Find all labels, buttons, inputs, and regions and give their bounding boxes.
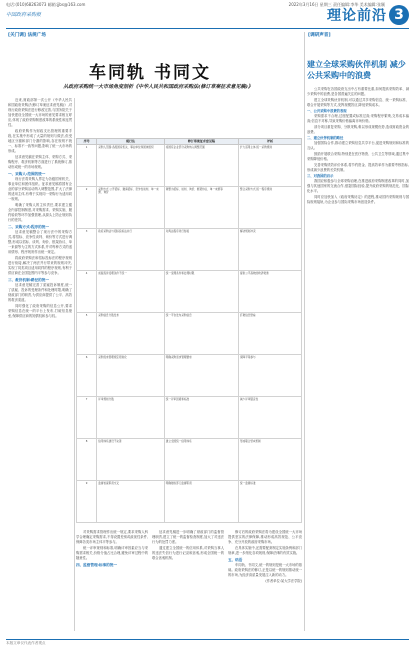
subheading: 三、救济机制:路径的统一 — [8, 278, 49, 282]
article-subtitle: 从政府采购统一大市场角度剖析《中华人民共和国政府采购法(修订草案征求意见稿)》 — [63, 84, 253, 90]
subheading: 一、公共采购中浪费的表现 — [307, 109, 347, 113]
article-column-2 — [76, 530, 148, 631]
paragraph: 完善采购绩效评价体系,将节约资金、提高效率作为重要考核指标,形成减少浪费的长效机制。 — [307, 163, 409, 172]
table-cell: 统一评审因素和标准 — [164, 397, 238, 439]
paragraph: 加强国际合作,推动建立采购信息共享平台,促进采购规则和标准的互认。 — [307, 141, 409, 150]
table-header-cell: 现行法 — [97, 139, 165, 145]
paragraph: 我国应积极参与全球采购治理,在推进政府采购制度改革的同时,加强与其他国家的交流合作,借鉴国际经验,提升政府采购的规范化、国际化水平。 — [307, 179, 409, 193]
paragraph: 部分项目重复采购、分散采购,难以形成规模优势,造成财政资金的浪费。 — [307, 125, 409, 134]
table-cell: 采购需求管理规定原则化 — [97, 355, 165, 397]
table-cell: 扩大适用主体,统一采购规则 — [239, 145, 302, 187]
paragraph: 同时强化了政府采购的信息公开,要求采购信息在统一的平台上发布,打破信息壁垒,保障供应商的知情权和参与权。 — [8, 304, 72, 318]
table-row — [77, 271, 302, 313]
table-cell: 减少评审随意性 — [239, 397, 302, 439]
paragraph: 明确了采购人的主体责任,要求建立健全内部控制制度,对采购需求、采购实施、履约验收等环节加强管理,从源头上防止规则执行的差异。 — [8, 203, 72, 222]
subheading: 四、监督管理:标准的统一 — [76, 563, 117, 567]
paragraph: 通过建立全国统一的信用体系,对采购当事人的违法失信行为进行记录和惩戒,形成全国统一的联合惩戒机制。 — [152, 546, 224, 560]
table-cell: 保障平等参与 — [239, 355, 302, 397]
table-cell: 打破信息壁垒 — [239, 313, 302, 355]
paragraph: 统一评审规则和标准,明确评审因素应当与采购需求相关,价格分值占比合理,避免评审过程中的随意性。 — [76, 546, 148, 560]
table-cell: 提供公平高效的救济渠道 — [239, 271, 302, 313]
table-cell: 建立全国统一信用体系 — [164, 439, 238, 481]
article-title: 车同轨 书同文 — [89, 63, 211, 83]
table-cell: 明确采购需求管理要求 — [164, 355, 238, 397]
table-cell: 5 — [77, 313, 97, 355]
table-cell: 1 — [77, 145, 97, 187]
table-cell: 4 — [77, 271, 97, 313]
table-cell: 解决规则冲突 — [239, 229, 302, 271]
article-column-4 — [228, 530, 302, 631]
subheading: 五、结语 — [228, 558, 243, 562]
table-cell: 评审规则分散 — [97, 397, 165, 439]
table-cell: 明确财政部门监督职责 — [164, 481, 238, 523]
paragraph: 修订后的政府采购法将为建设全国统一大市场提供坚实的法律保障,推动形成高效规范、公平竞争、充分开放的政府采购市场。 — [228, 530, 302, 544]
table-header-cell: 修订草案征求意见稿 — [164, 139, 238, 145]
paragraph: 征求意见稿进一步明确了财政部门的监督管理职责,建立了统一的监督检查制度,加大了对违法行为的处罚力度。 — [152, 530, 224, 544]
article-column-3 — [152, 530, 224, 631]
side-article — [307, 59, 409, 572]
page-number-badge: 3 — [389, 5, 409, 25]
side-article-title: 建立全球采购伙伴机制 减少公共采购中的浪费 — [307, 59, 406, 80]
table-cell: 政府采购法与招标投标法并行 — [97, 229, 165, 271]
table-header-cell: 序号 — [77, 139, 97, 145]
table-cell: 2 — [77, 187, 97, 229]
section-header — [327, 3, 409, 27]
paragraph: 车同轨、书同文,统一的规则是统一大市场的基础。政府采购法的修订,正是以统一的规则推动统一的市场,为经济高质量发展注入新的动力。 — [228, 563, 302, 577]
table-cell: 对两法程序进行衔接 — [164, 229, 238, 271]
table-row — [77, 481, 302, 523]
left-column-heading: [关门调] 法规广场 — [8, 33, 46, 38]
table-header-cell: 评析 — [239, 139, 302, 145]
subheading: 一、采购人:范围的统一 — [8, 172, 46, 176]
paragraph: 采购需求不合理,过度配置或标准过高;采购程序繁琐,交易成本偏高;信息不对称,导致采购价格偏离市场价格。 — [307, 114, 409, 123]
author-note: (作者单位:某大学法学院) — [265, 579, 302, 583]
bottom-rule — [6, 639, 409, 640]
masthead-right-info: 2022年3月16日 星期三 责任编辑:李华 美术编辑:张颖 — [288, 2, 385, 7]
table-cell: 形成联合惩戒机制 — [239, 439, 302, 481]
table-row — [77, 145, 302, 187]
subheading: 二、建立伙伴机制的路径 — [307, 136, 344, 140]
paragraph: 对采购需求管理作出统一规定,要求采购人科学合理确定采购需求,不得设置差别或歧视性条件,保障各类市场主体平等参与。 — [76, 530, 148, 544]
table-cell: 7 — [77, 397, 97, 439]
table-cell: 3 — [77, 229, 97, 271]
paragraph: 将政府采购法和招标投标法的程序规则进行衔接,解决了两法并行带来的规则冲突,实现了同类项目适用同样的程序规则,有利于供应商在全国范围内平等参与竞争。 — [8, 256, 72, 275]
table-cell: 采购人范围:各级国家机关、事业单位和团体组织 — [97, 145, 165, 187]
table-cell: 将国有企业部分采购纳入调整范围 — [164, 145, 238, 187]
paragraph: 鼓励开展联合采购,特别是在医疗物资、公共卫生等领域,通过集中采购降低价格。 — [307, 152, 409, 161]
table-cell: 采购信息分散发布 — [97, 313, 165, 355]
paragraph: 近来,财政部第一次公开《中华人民共和国政府采购法(修订草案征求意见稿)》,对现行政府采购法进行修改完善,与国务院关于加快建设全国统一大市场的意见要求相互呼应,体现了政府采购制度改革的系统性和连贯性。 — [8, 98, 72, 127]
paragraph: 征求意见稿在采购主体、采购方式、采购程序、救济机制等方面进行了系统修订,推动形成统一的市场规则。 — [8, 155, 72, 169]
side-divider — [304, 32, 305, 631]
side-article-body — [307, 87, 409, 572]
table-row — [77, 439, 302, 481]
brand-name: 中国政府采购报 — [6, 12, 42, 18]
table-cell: 调整为招标、谈判、询价、框架协议、单一来源等 — [164, 187, 238, 229]
table-cell: 9 — [77, 481, 97, 523]
table-cell: 统一监督标准 — [239, 481, 302, 523]
table-cell: 监督检查职责交叉 — [97, 481, 165, 523]
table-cell: 8 — [77, 439, 97, 481]
subheading: 三、对我国的启示 — [307, 174, 334, 178]
table-body — [77, 145, 302, 523]
masthead-left-info: 电话:(010)68263073 邮箱:jjbs@163.com — [6, 2, 86, 7]
paragraph: 征求意见稿整合了现行法中的采购方式,将招标、竞争性谈判、询价等方式进行调整,形成以招标、谈判、询价、框架协议、单一来源等为主的方式体系,并对每种方式的适用情形、程序规则作出统一规定。 — [8, 230, 72, 254]
table-cell: 整合采购方式,统一程序规则 — [239, 187, 302, 229]
table-cell: 6 — [77, 355, 97, 397]
table-cell: 统一受理条件和处理时限 — [164, 271, 238, 313]
right-column-heading: [调研声音] — [308, 33, 331, 38]
paragraph: 建立全球采购伙伴机制,可以通过共享采购信息、统一采购标准、联合开展采购等方式,发挥规模效应,降低采购成本。 — [307, 98, 409, 107]
table-cell: 采购方式:公开招标、邀请招标、竞争性谈判、单一来源、询价 — [97, 187, 165, 229]
page-footer: 本版文章仅代表作者观点 — [6, 641, 46, 645]
table-cell: 质疑投诉受理条件不统一 — [97, 271, 165, 313]
paragraph: 同时应加快加入《政府采购协定》的进程,推动国内采购规则与国际规则接轨,为企业参与国际采购市场创造条件。 — [307, 195, 409, 204]
table-row — [77, 397, 302, 439]
section-name: 理论前沿 — [327, 8, 387, 24]
paragraph: 现行法将采购人界定为各级国家机关、事业单位和团体组织。征求意见稿将国有企业的部分采购活动纳入调整范围,扩大了法律的适用主体,有利于实现同一采购行为适用同一规则。 — [8, 177, 72, 201]
paragraph: 政府采购作为财政支出管理的重要手段,在实施中形成了大量的规则与做法,但受地区分割和部门分割的影响,存在规则不统一、标准不一致等问题,影响了统一大市场的形成。 — [8, 129, 72, 153]
table-row — [77, 187, 302, 229]
article-column-1 — [8, 98, 72, 631]
column-divider — [74, 98, 75, 631]
top-rule — [6, 28, 409, 29]
paragraph: 公共采购在各国政府支出中占有重要比重,如何提高采购效率、减少采购中的浪费,是各国普遍关注的问题。 — [307, 87, 409, 96]
table-cell: 信用体系建设不完善 — [97, 439, 165, 481]
subheading: 二、采购方式:程序的统一 — [8, 225, 49, 229]
table-row — [77, 355, 302, 397]
table-cell: 统一平台发布采购信息 — [164, 313, 238, 355]
comparison-table — [76, 138, 302, 523]
paragraph: 在具体实施中,还需要配套制定实施条例和部门规章,进一步细化各项规则,保障法律的有效实施。 — [228, 546, 302, 555]
table-row — [77, 313, 302, 355]
paragraph: 征求意见稿完善了质疑投诉制度,统一了质疑、投诉的受理条件和处理时限,明确了财政部门的职责,为供应商提供了公平、高效的救济渠道。 — [8, 283, 72, 302]
table-row — [77, 229, 302, 271]
